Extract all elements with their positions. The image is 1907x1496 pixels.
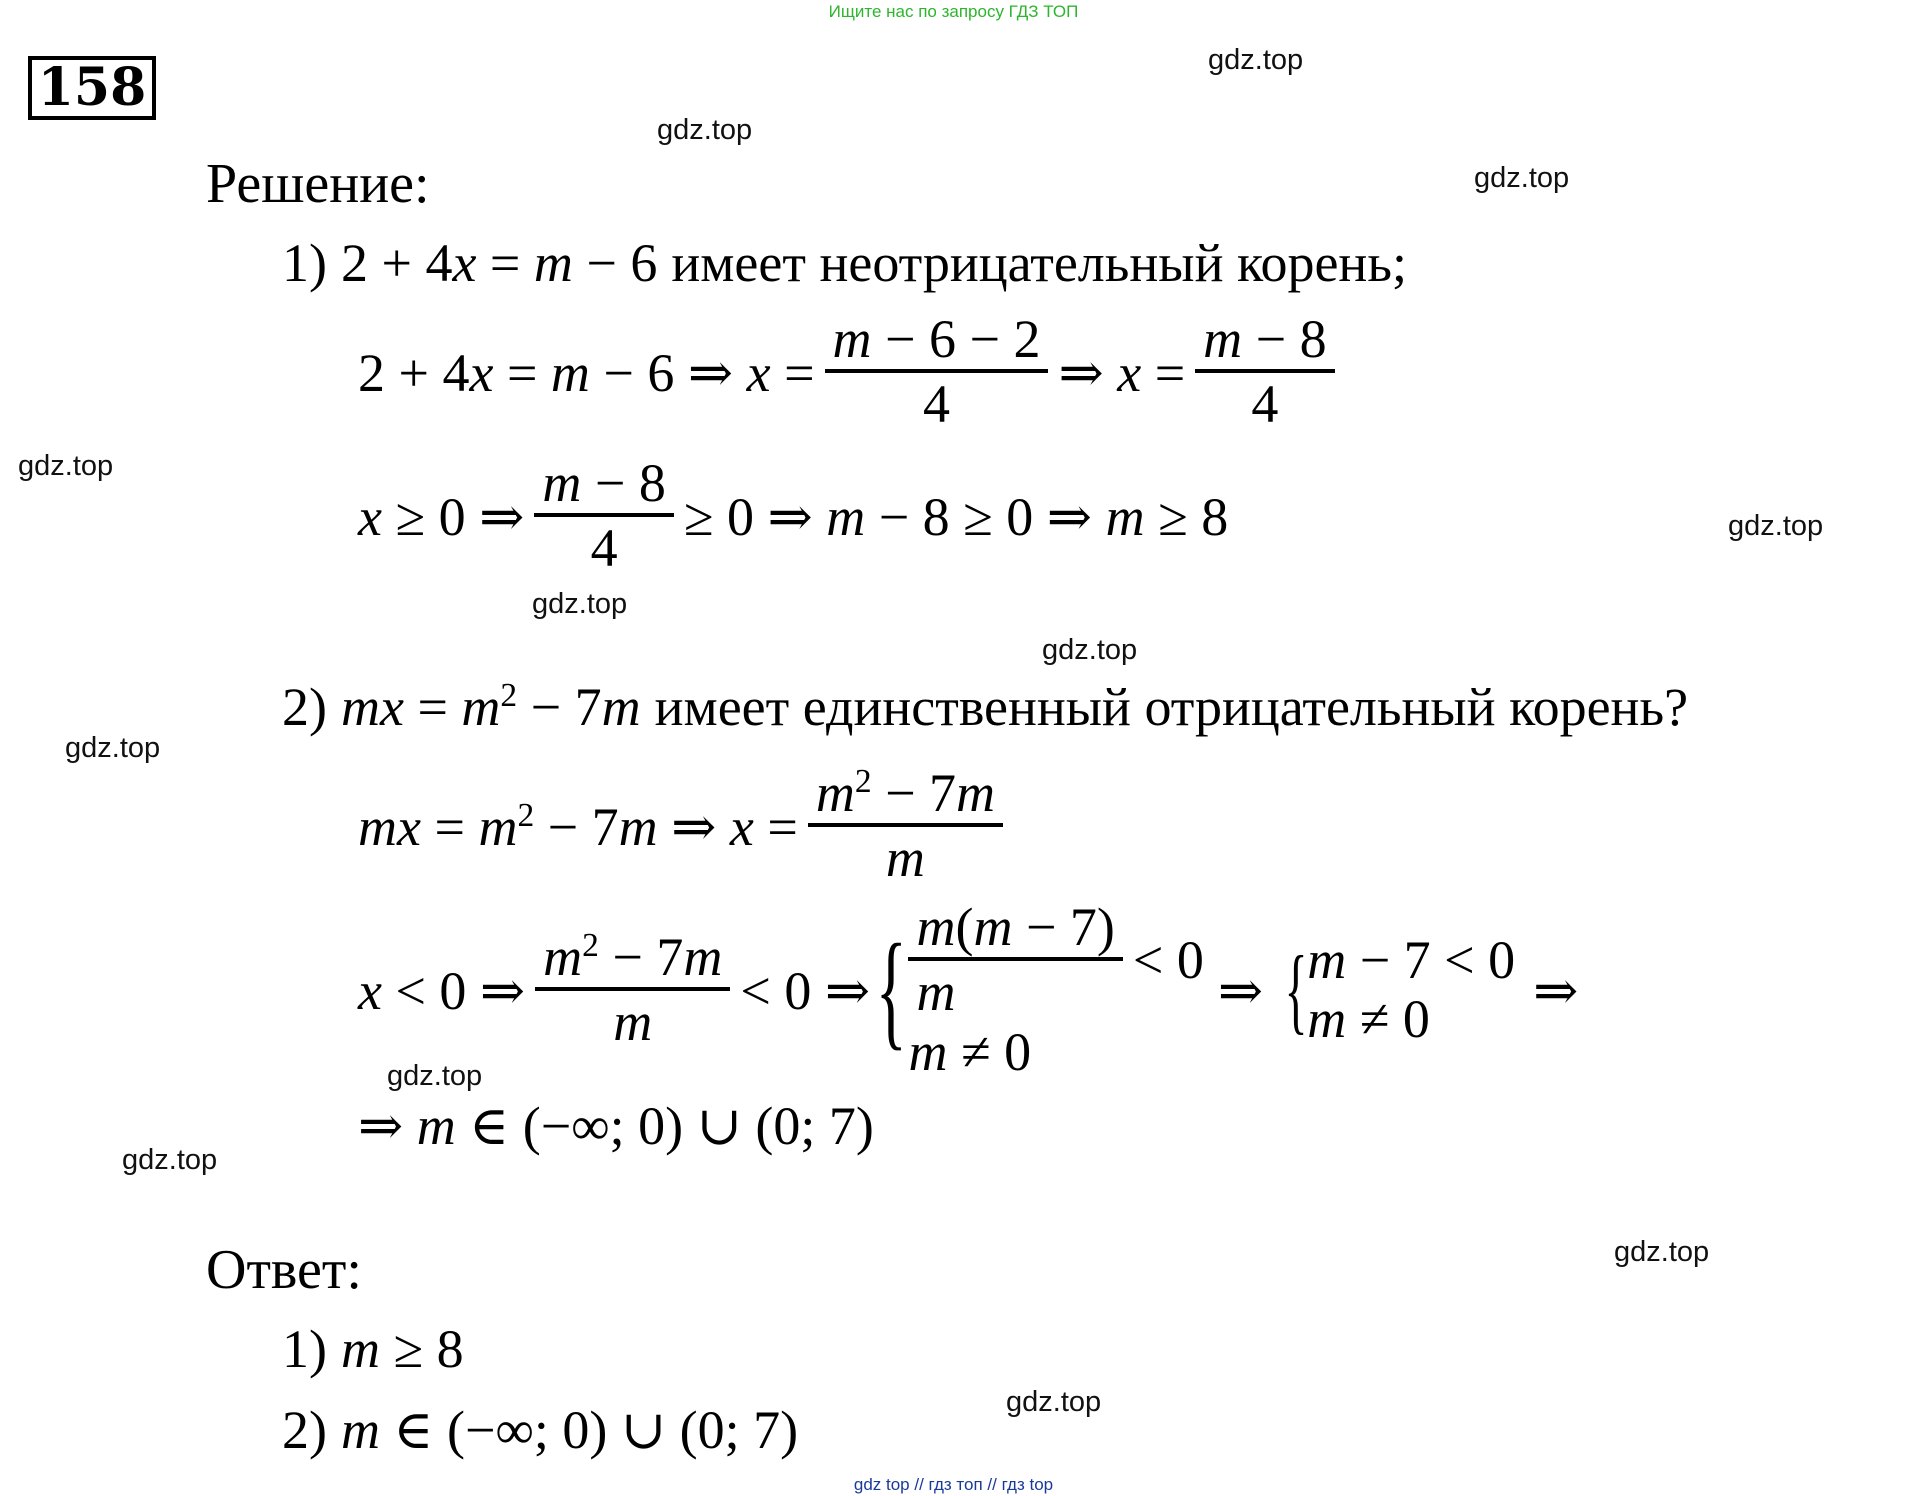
task-number-box: 158 [28,56,156,120]
part2-result: ⇒ m ∈ (−∞; 0) ∪ (0; 7) [358,1096,874,1156]
system-brace: { [1284,936,1308,1044]
watermark: gdz.top [1208,44,1304,76]
fraction: $\frac{m - 6 - 2}{4}$ [825,310,1049,435]
math: 2 + 4x = m − 6 [340,233,658,293]
watermark: gdz.top [1614,1236,1710,1268]
item-number: 2) [282,1399,327,1460]
watermark: gdz.top [122,1144,218,1176]
answer-2: 2) m ∈ (−∞; 0) ∪ (0; 7) [282,1399,799,1460]
part2-equation: mx = $m^2 - 7m$ ⇒ x = $\frac{m^2 - 7m}{m}$ [358,764,1013,889]
footer-link[interactable]: гдз топ [928,1475,983,1494]
part2-text: имеет единственный отрицательный корень? [654,677,1689,737]
item-number: 1) [282,1319,327,1379]
watermark: gdz.top [1042,634,1138,666]
top-banner[interactable]: Ищите нас по запросу ГДЗ ТОП [828,2,1079,21]
fraction: $\frac{m^2 - 7m}{m}$ [535,928,730,1053]
footer-separator: // [914,1475,924,1494]
answer-heading: Ответ: [206,1239,362,1301]
watermark: gdz.top [532,588,628,620]
watermark: gdz.top [657,114,753,146]
fraction: $\frac{m - 8}{4}$ [1195,310,1334,435]
footer-link[interactable]: гдз top [1001,1475,1054,1494]
item-number: 1) [282,233,327,293]
part2-statement [282,676,1688,738]
watermark: gdz.top [1006,1386,1102,1418]
fraction: $\frac{m - 8}{4}$ [534,454,673,579]
part1-statement [282,232,1407,294]
system: m − 7 < 0 m ≠ 0 [1307,930,1516,1050]
math: mx = $m^2 - 7m$ [340,677,641,737]
watermark: gdz.top [18,450,114,482]
part1-inequality: x ≥ 0 ⇒ $\frac{m - 8}{4}$ ≥ 0 ⇒ m − 8 ≥ 0 ⇒ m ≥ 8 [358,453,1229,579]
watermark: gdz.top [387,1060,483,1092]
footer-links [0,1475,1907,1495]
solution-heading: Решение: [206,153,430,215]
fraction: $\frac{m^2 - 7m}{m}$ [808,764,1003,889]
system: $\frac{m(m - 7)}{m}$ < 0 m ≠ 0 [908,897,1204,1083]
footer-separator: // [987,1475,997,1494]
system-brace: { [875,918,907,1063]
answer-1: 1) m ≥ 8 [282,1319,464,1379]
watermark: gdz.top [1474,162,1570,194]
part1-equation: 2 + 4x = m − 6 ⇒ x = $\frac{m - 6 - 2}{4}$ ⇒ x = $\frac{m - 8}{4}$ [358,310,1345,435]
item-number: 2) [282,677,327,737]
part1-text: имеет неотрицательный корень; [671,233,1407,293]
part2-inequality: x < 0 ⇒ $\frac{m^2 - 7m}{m}$ < 0 ⇒ { $\frac{m(m - 7)}{m}$ < 0 m ≠ 0 ⇒ { m − 7 < 0 m ≠ 0 ⇒ [358,897,1579,1083]
footer-link[interactable]: gdz top [853,1475,910,1494]
watermark: gdz.top [65,732,161,764]
watermark: gdz.top [1728,510,1824,542]
